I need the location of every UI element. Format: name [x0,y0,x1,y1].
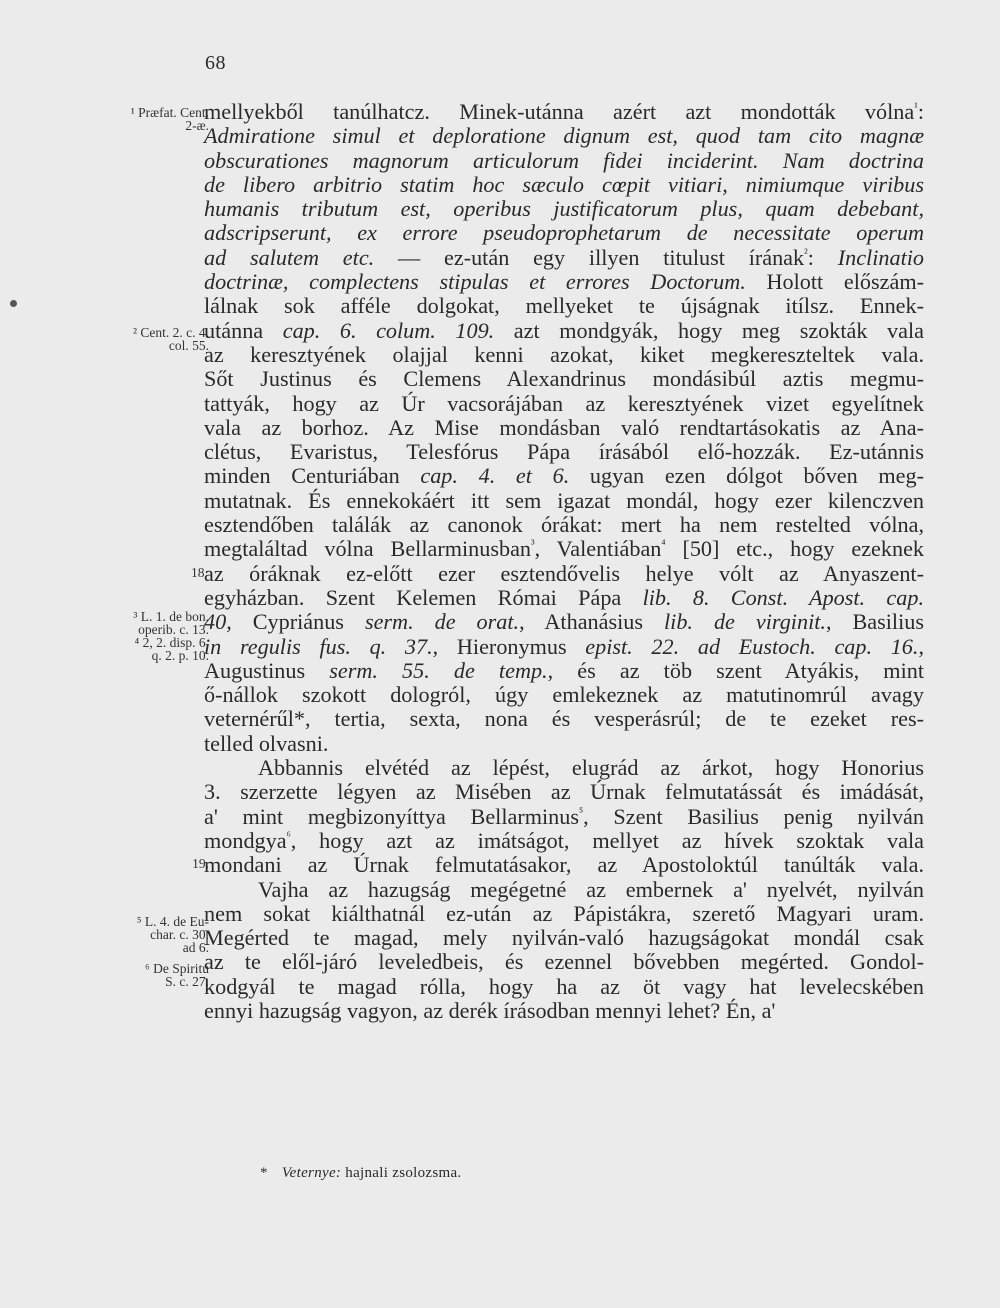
page-number: 68 [205,52,226,74]
margin-note [103,962,209,988]
margin-note-line: ⁵ L. 4. de Eu- [136,914,209,929]
body-line: 40, Cypriánus serm. de orat., Athanásius lib. de virginit., Basilius [204,609,924,635]
margin-note [103,566,209,579]
margin-note-line: S. c. 27. [165,974,209,989]
body-line: kodgyál te magad rólla, hogy ha az öt vagy hat levelecskében [204,973,924,999]
body-line: az keresztyének olajjal kenni azokat, kiket megkereszteltek vala. [204,341,924,367]
body-line: de libero arbitrio statim hoc sæculo cœpit vitiari, nimiumque viribus [204,171,924,197]
margin-note-line: ⁴ 2, 2. disp. 6. [134,635,209,650]
body-line: az óráknak ez-előtt ezer esztendővelis helye vólt az Anyaszent- [204,560,924,586]
body-text [204,100,924,1023]
margin-note [103,610,209,662]
body-line: mondani az Úrnak felmutatásakor, az Apostoloktúl tanúlták vala. [204,852,924,878]
margin-note [103,326,209,352]
margin-note-line: ³ L. 1. de bon. [133,609,209,624]
margin-note [103,915,209,954]
margin-note-line: 19. [192,856,209,871]
margin-note-line: q. 2. p. 10. [151,648,209,663]
body-line: vala az borhoz. Az Mise mondásban való rendtartásokatis az Ana- [204,414,924,440]
footnote-text: hajnali zsolozsma. [345,1165,462,1181]
body-line: utánna cap. 6. colum. 109. azt mondgyák, hogy meg szokták vala [204,317,924,343]
margin-note [103,106,209,132]
body-line: Megérted te magad, mely nyilván-való hazugságokat mondál csak [204,925,924,951]
body-line: mutatnak. És ennekokáért itt sem igazat mondál, hogy ezer kilenczven [204,487,924,513]
body-line: obscurationes magnorum articulorum fidei inciderint. Nam doctrina [204,147,924,173]
body-line: Abbannis elvétéd az lépést, elugrád az árkot, hogy Honorius [258,755,924,781]
footnote-term: Veternye: [281,1165,342,1181]
margin-note-line: ⁶ De Spiritu [145,961,209,976]
stray-ink-dot [10,300,17,307]
body-line: in regulis fus. q. 37., Hieronymus epist. 22. ad Eustoch. cap. 16., [204,633,924,659]
body-line: ő-nállok szokott dologról, úgy emlekeznek az matutinomrúl avagy [204,682,924,708]
body-line: lálnak sok afféle dolgokat, mellyeket te újságnak itílsz. Ennek- [204,293,924,319]
margin-note-line: col. 55. [168,338,209,353]
body-line: humanis tributum est, operibus justificatorum plus, quam debebant, [204,196,924,222]
body-line: ennyi hazugság vagyon, az derék írásodban mennyi lehet? Én, a' [204,997,776,1023]
margin-note-line: operib. c. 13. [138,622,209,637]
body-line: az te elől-járó leveledbeis, és ezennel bővebben megérted. Gondol- [204,949,924,975]
body-line: megtaláltad vólna Bellarminusban$^{^3}$, Valentiában$^{^4}$ [50] etc., hogy ezeknek [204,536,925,562]
footnote [260,1165,461,1182]
body-line: Sőt Justinus és Clemens Alexandrinus mondásibúl aztis megmu- [204,366,924,392]
body-line: 3. szerzette légyen az Misében az Úrnak felmutatássát és imádását, [204,779,924,805]
body-line: egyházban. Szent Kelemen Római Pápa lib. 8. Const. Apost. cap. [204,584,924,610]
margin-note-line: ¹ Præfat. Cent. [130,105,209,120]
body-line: nem sokat kiálthatnál ez-után az Pápistákra, szerető Magyari uram. [204,900,924,926]
body-line: Admiratione simul et deploratione dignum est, quod tam cito magnæ [204,123,924,149]
body-line: Augustinus serm. 55. de temp., és az töb szent Atyákis, mint [204,657,924,683]
body-line: tattyák, hogy az Úr vacsorájában az keresztyének vizet egyelítnek [204,390,924,416]
body-line: adscripserunt, ex errore pseudoprophetarum de necessitate operum [204,220,924,246]
body-line: doctrinæ, complectens stipulas et errores Doctorum. Holott előszám- [204,269,924,295]
body-line: mondgya$^{^6}$, hogy azt az imátságot, mellyet az hívek szoktak vala [204,827,924,853]
body-line: clétus, Evaristus, Telesfórus Pápa írásából elő-hozzák. Ez-utánnis [204,439,924,465]
body-line: Vajha az hazugság megégetné az embernek a' nyelvét, nyilván [258,876,924,902]
body-line: veternérűl*, tertia, sexta, nona és vesperásrúl; de te ezeket res- [204,706,924,732]
body-line: mellyekből tanúlhatcz. Minek-utánna azért azt mondották vólna$^{^1}$: [204,99,924,124]
margin-note-line: char. c. 30. [150,927,209,942]
margin-note [103,857,209,870]
body-line: ad salutem etc. — ez-után egy illyen titulust írának$^{^2}$: Inclinatio [204,244,924,270]
margin-note-line: 18· [191,565,209,580]
margin-note-line: ² Cent. 2. c. 4. [132,325,209,340]
margin-note-line: 2-æ. [185,118,209,133]
margin-note-line: ad 6. [182,940,209,955]
body-line: a' mint megbizonyíttya Bellarminus$^{^5}$, Szent Basilius penig nyilván [204,803,924,829]
footnote-mark: * [260,1165,268,1181]
body-line: minden Centuriában cap. 4. et 6. ugyan ezen dólgot bőven meg- [204,463,924,489]
body-line: telled olvasni. [204,730,329,756]
body-line: esztendőben találák az canonok órákat: mert ha nem restelted vólna, [204,512,924,538]
